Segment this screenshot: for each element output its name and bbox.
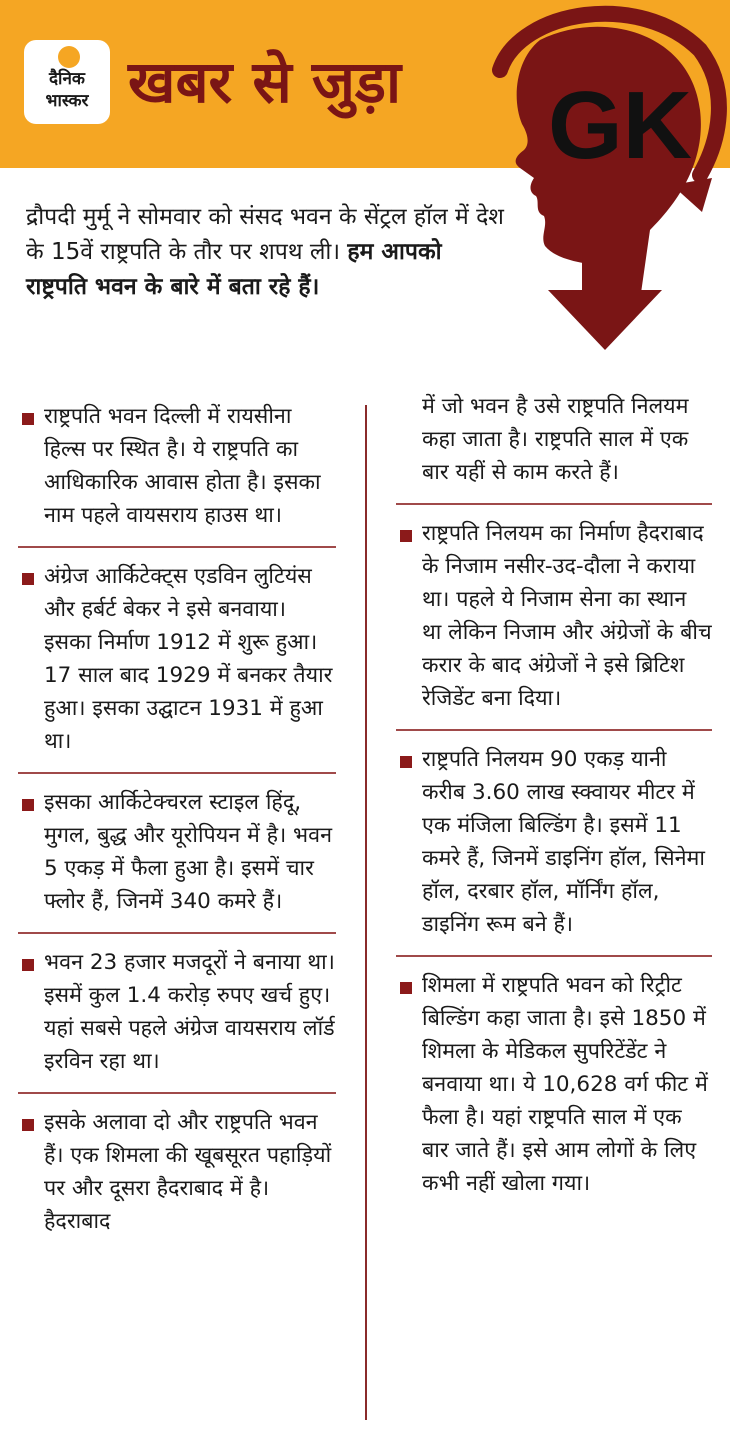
bullet-square-icon (400, 530, 412, 542)
gk-label: GK (548, 72, 692, 179)
right-column (396, 388, 712, 1214)
fact-item (18, 1094, 336, 1252)
fact-item (396, 731, 712, 957)
fact-text: में जो भवन है उसे राष्ट्रपति निलयम कहा जाता है। राष्ट्रपति साल में एक बार यहीं से काम करते हैं। (422, 394, 689, 485)
bullet-square-icon (22, 1119, 34, 1131)
logo-text-line2: भास्कर (45, 91, 89, 111)
fact-item (18, 548, 336, 774)
bullet-square-icon (22, 799, 34, 811)
fact-item (18, 934, 336, 1094)
down-arrow-icon (548, 290, 662, 350)
bullet-square-icon (22, 413, 34, 425)
bullet-square-icon (22, 959, 34, 971)
fact-item (396, 957, 712, 1214)
sun-icon (58, 46, 80, 68)
column-divider (365, 405, 367, 1420)
fact-text: अंग्रेज आर्किटेक्ट्स एडविन लुटियंस और हर्बर्ट बेकर ने इसे बनवाया। इसका निर्माण 1912 में शुरू हुआ। 17 साल बाद 1929 में बनकर तैयार हुआ। इसका उद्घाटन 1931 में हुआ था। (44, 564, 333, 754)
intro-text: द्रौपदी मुर्मू ने सोमवार को संसद भवन के सेंट्रल हॉल में देश के 15वें राष्ट्रपति के तौर पर शपथ ली। (26, 204, 504, 265)
intro-bold-text: हम आपको राष्ट्रपति भवन के बारे में बता रहे हैं। (26, 239, 442, 300)
fact-text: इसके अलावा दो और राष्ट्रपति भवन हैं। एक शिमला की खूबसूरत पहाड़ियों पर और दूसरा हैदराबाद में है। हैदराबाद (44, 1110, 332, 1234)
bullet-square-icon (400, 982, 412, 994)
dainik-bhaskar-logo (24, 40, 110, 124)
fact-text: राष्ट्रपति निलयम 90 एकड़ यानी करीब 3.60 लाख स्क्वायर मीटर में एक मंजिला बिल्डिंग है। इसमें 11 कमरे हैं, जिनमें डाइनिंग हॉल, सिनेमा हॉल, दरबार हॉल, मॉर्निंग हॉल, डाइनिंग रूम बने हैं। (422, 747, 705, 937)
bullet-square-icon (22, 573, 34, 585)
fact-text: राष्ट्रपति निलयम का निर्माण हैदराबाद के निजाम नसीर-उद-दौला ने कराया था। पहले ये निजाम सेना का स्थान था लेकिन निजाम और अंग्रेजों के बीच करार के बाद अंग्रेजों ने इसे ब्रिटिश रेजिडेंट बना दिया। (422, 521, 712, 711)
page-title: खबर से जुड़ा (128, 48, 401, 116)
fact-item (396, 505, 712, 731)
fact-text: शिमला में राष्ट्रपति भवन को रिट्रीट बिल्डिंग कहा जाता है। इसे 1850 में शिमला के मेडिकल सुपरिटेंडेंट ने बनवाया था। ये 10,628 वर्ग फीट में फैला है। यहां राष्ट्रपति साल में एक बार जाते हैं। इसे आम लोगों के लिए कभी नहीं खोला गया। (422, 973, 708, 1196)
left-column (18, 388, 336, 1252)
fact-item (18, 388, 336, 548)
fact-text: इसका आर्किटेक्चरल स्टाइल हिंदू, मुगल, बुद्ध और यूरोपियन में है। भवन 5 एकड़ में फैला हुआ है। इसमें चार फ्लोर हैं, जिनमें 340 कमरे हैं। (44, 790, 333, 914)
fact-item-continued (396, 388, 712, 505)
logo-text-line1: दैनिक (49, 69, 85, 89)
intro-paragraph (26, 200, 506, 305)
fact-item (18, 774, 336, 934)
bullet-square-icon (400, 756, 412, 768)
fact-text: राष्ट्रपति भवन दिल्ली में रायसीना हिल्स पर स्थित है। ये राष्ट्रपति का आधिकारिक आवास होता है। इसका नाम पहले वायसराय हाउस था। (44, 404, 321, 528)
fact-text: भवन 23 हजार मजदूरों ने बनाया था। इसमें कुल 1.4 करोड़ रुपए खर्च हुए। यहां सबसे पहले अंग्रेज वायसराय लॉर्ड इरविन रहा था। (44, 950, 335, 1074)
